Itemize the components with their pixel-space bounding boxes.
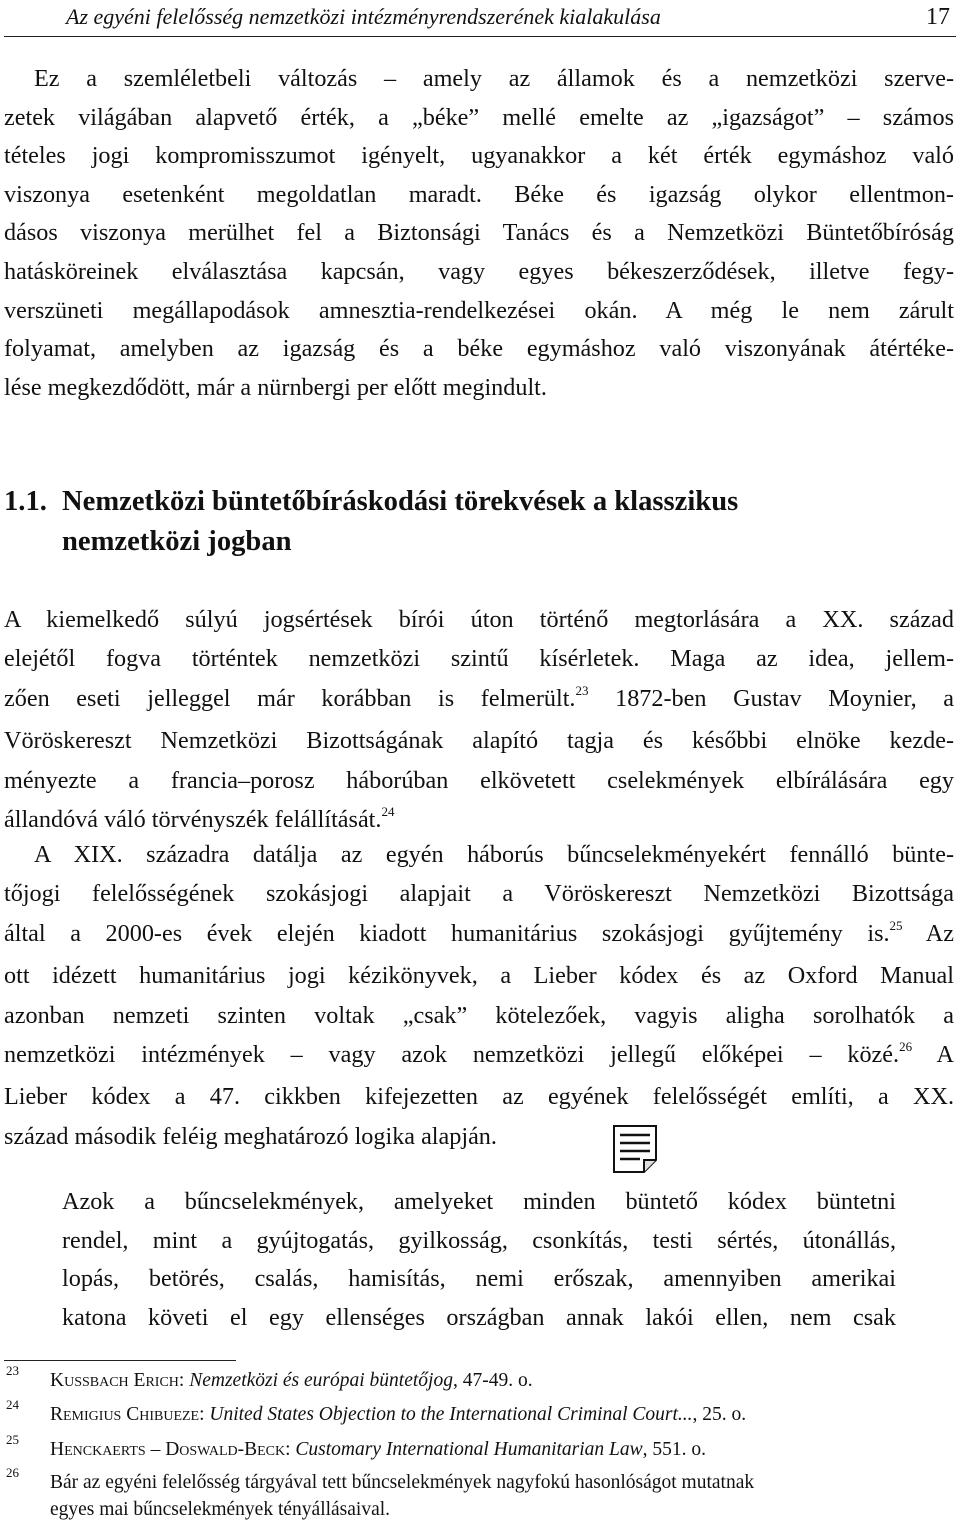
footnote-ref-23[interactable]: 23 [575,682,589,698]
footnote-number: 23 [6,1363,19,1378]
footnote-title: Customary International Humanitarian Law [295,1439,643,1460]
paragraph-intro [4,60,954,407]
footnote-text [50,1439,706,1461]
footnote-pages: , 551. o. [642,1439,707,1460]
text-line: Ez a szemléletbeli változás – amely az államok és a nemzetközi szerve- [34,65,954,92]
quote-line: katona követi el egy ellenséges országban annak lakói ellen, nem csak [62,1303,896,1331]
running-header [4,2,956,37]
footnote-pages: , 25. o. [692,1404,747,1425]
text-line [4,679,954,721]
text-line: verszüneti megállapodások amnesztia-rendelkezései okán. A még le nem zárult [4,296,954,324]
text-line: Lieber kódex a 47. cikkben kifejezetten az egyének felelősségét említi, a XX. [4,1083,954,1111]
text-run: nemzetközi intézmények – vagy azok nemzetközi jellegű előképei – közé. [4,1041,900,1069]
text-line: Vöröskereszt Nemzetközi Bizottságának alapító tagja és későbbi elnöke kezde- [4,727,954,755]
quote-line: Azok a bűncselekmények, amelyeket minden büntető kódex büntetni [62,1188,896,1215]
footnote-title: United States Objection to the International Criminal Court... [209,1404,693,1425]
block-quote [62,1183,896,1337]
footnote-text [50,1370,533,1392]
footnote-number: 25 [6,1432,19,1447]
text-line: folyamat, amelyben az igazság és a béke egymáshoz való viszonyának átértéke- [4,335,954,363]
text-line: A XIX. századra datálja az egyén háborús bűncselekményekért fennálló bünte- [34,841,954,868]
text-line: tőjogi felelősségének szokásjogi alapjait a Vöröskereszt Nemzetközi Bizottsága [4,880,954,908]
footnote-text: egyes mai bűncselekmények tényállásaival. [50,1499,391,1520]
text-line: ményezte a francia–porosz háborúban elkövetett cselekmények elbírálására egy [4,766,954,794]
text-line: ott idézett humanitárius jogi kézikönyvek, a Lieber kódex és az Oxford Manual [4,962,954,990]
text-run: állandóvá váló törvényszék felállítását. [4,806,382,834]
section-number: 1.1. [4,486,47,517]
footnote-author: Kussbach Erich: [50,1370,185,1391]
section-heading [4,482,954,562]
text-line: tételes jogi kompromisszumot igényelt, ugyanakkor a két érték egymáshoz való [4,142,954,170]
footnote-ref-25[interactable]: 25 [889,917,903,933]
note-document-icon[interactable] [612,1124,658,1174]
text-line: hatásköreinek elválasztása kapcsán, vagy egyes békeszerződések, illetve fegy- [4,257,954,285]
text-line [4,914,954,956]
footnote-number: 26 [6,1465,19,1480]
section-title-line1: Nemzetközi büntetőbíráskodási törekvések a klasszikus [62,486,739,517]
footnote-author: Remigius Chibueze: [50,1404,205,1425]
quote-line: lopás, betörés, csalás, hamisítás, nemi erőszak, amennyiben amerikai [62,1265,896,1292]
footnote-separator [4,1360,236,1361]
text-run: Az [902,919,954,947]
footnote-title: Nemzetközi és európai büntetőjog [189,1370,453,1391]
text-run: 1872-ben Gustav Moynier, a [588,684,954,712]
text-run: által a 2000-es évek elején kiadott humanitárius szokásjogi gyűjtemény is. [4,919,890,947]
footnote-text: Bár az egyéni felelősség tárgyával tett bűncselekmények nagyfokú hasonlóságot mutatnak [50,1472,755,1493]
text-line: század második feléig meghatározó logika alapján. [4,1122,497,1150]
footnote-number: 24 [6,1397,19,1412]
text-line: A kiemelkedő súlyú jogsértések bírói úton történő megtorlására a XX. század [4,606,954,633]
footnote-author: Henckaerts – Doswald-Beck: [50,1439,291,1460]
quote-line: rendel, mint a gyújtogatás, gyilkosság, csonkítás, testi sértés, útonállás, [62,1226,896,1254]
text-line: dásos viszonya merülhet fel a Biztonsági Tanács és a Nemzetközi Büntetőbíróság [4,219,954,247]
text-line: viszonya esetenként megoldatlan maradt. Béke és igazság olykor ellentmon- [4,180,954,208]
footnote-text [50,1404,746,1426]
footnote-pages: , 47-49. o. [452,1370,533,1391]
running-title: Az egyéni felelősség nemzetközi intézményrendszerének kialakulása [66,4,661,29]
footnote-ref-26[interactable]: 26 [899,1039,913,1055]
text-line: azonban nemzeti szinten voltak „csak” kötelezőek, vagyis aligha sorolhatók a [4,1001,954,1029]
section-title-line2: nemzetközi jogban [62,526,292,557]
text-line: lése megkezdődött, már a nürnbergi per előtt megindult. [4,373,547,401]
paragraph-customary [4,835,954,1156]
text-line [4,1035,954,1077]
text-run: A [912,1041,954,1069]
footnote-ref-24[interactable]: 24 [381,804,395,820]
text-line: zetek világában alapvető érték, a „béke” mellé emelte az „igazságot” – számos [4,103,954,131]
paragraph-section [4,600,954,842]
page-number: 17 [926,4,950,30]
text-run: zően eseti jelleggel már korábban is felmerült. [4,684,576,712]
text-line: elejétől fogva történtek nemzetközi szintű kísérletek. Maga az idea, jellem- [4,645,954,673]
